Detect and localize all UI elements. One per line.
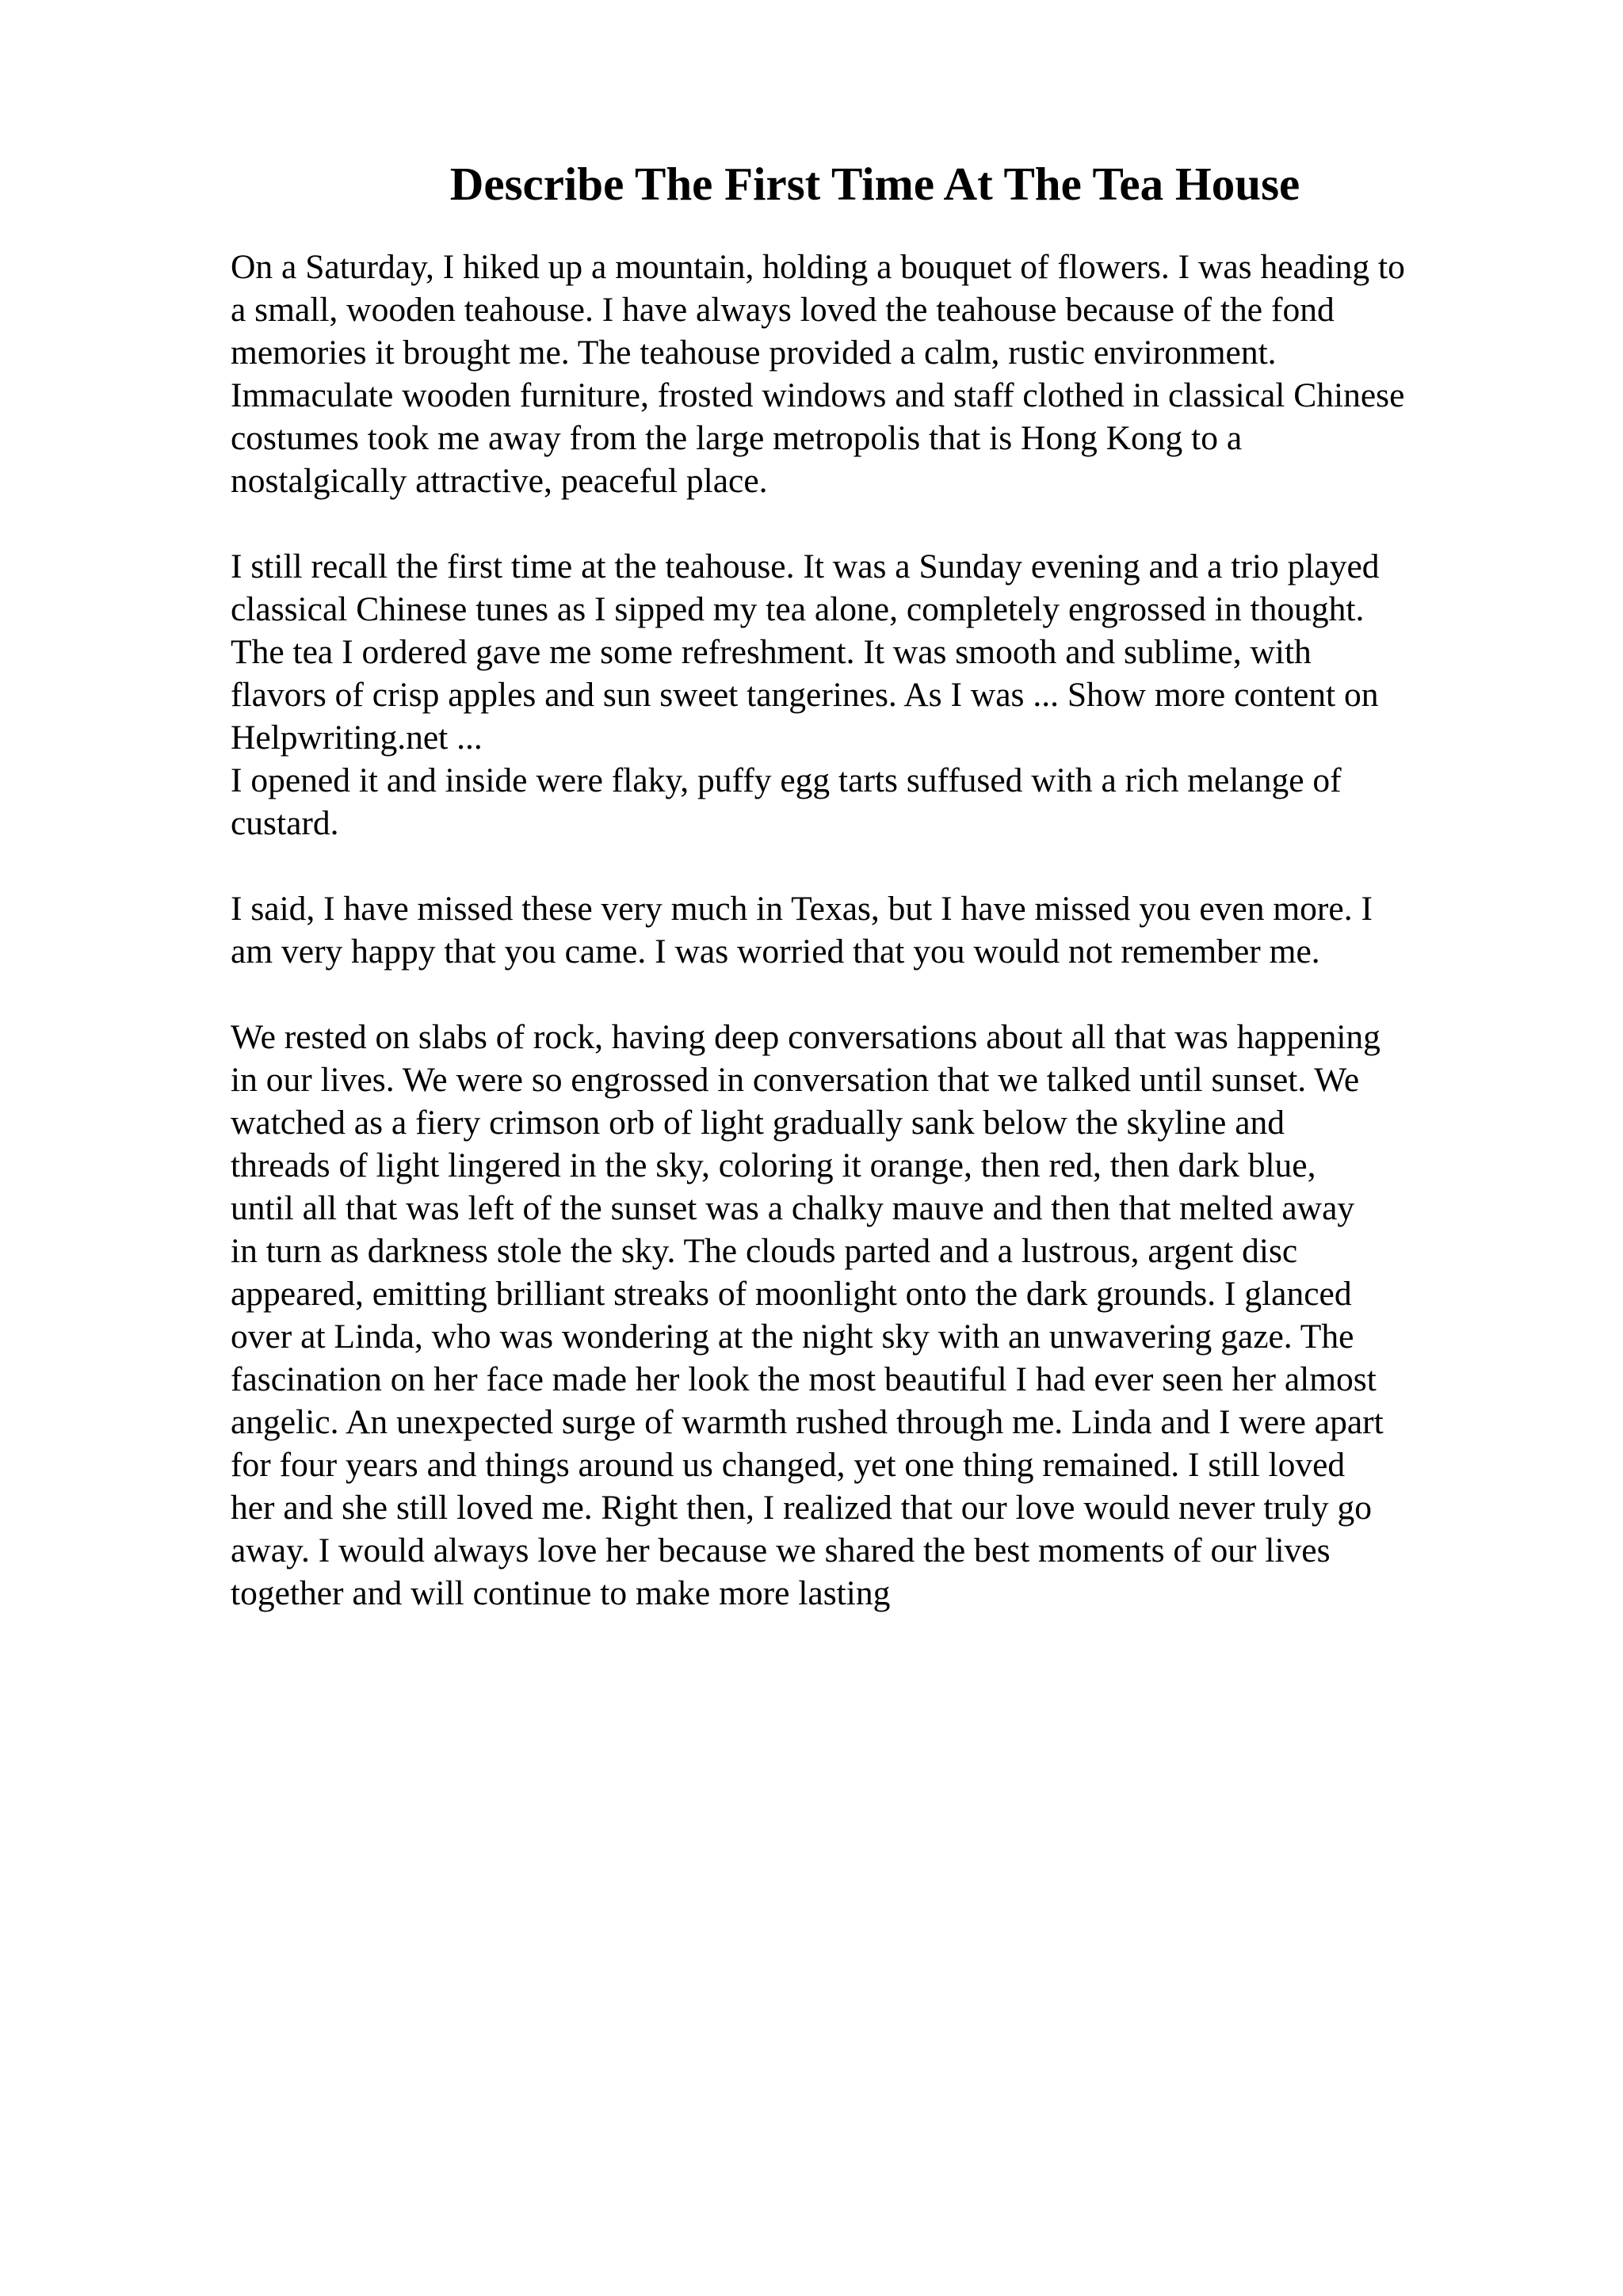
text-line: until all that was left of the sunset was a chalky mauve and then that melted away	[231, 1189, 1355, 1227]
text-line: together and will continue to make more lasting	[231, 1574, 891, 1612]
text-line: Immaculate wooden furniture, frosted windows and staff clothed in classical Chinese	[231, 376, 1405, 414]
text-line: threads of light lingered in the sky, coloring it orange, then red, then dark blue,	[231, 1146, 1316, 1184]
text-line: custard.	[231, 804, 339, 842]
text-line: classical Chinese tunes as I sipped my tea alone, completely engrossed in thought.	[231, 590, 1365, 628]
text-line: Helpwriting.net ...	[231, 719, 483, 757]
text-line: memories it brought me. The teahouse provided a calm, rustic environment.	[231, 334, 1277, 372]
paragraph-gap	[231, 502, 1514, 545]
text-line: watched as a fiery crimson orb of light gradually sank below the skyline and	[231, 1104, 1285, 1142]
document-body	[231, 246, 1514, 1615]
paragraph-gap	[231, 845, 1514, 887]
text-line: flavors of crisp apples and sun sweet tangerines. As I was ... Show more content on	[231, 676, 1379, 714]
text-line: nostalgically attractive, peaceful place.	[231, 462, 768, 500]
text-line: fascination on her face made her look the most beautiful I had ever seen her almost	[231, 1360, 1377, 1398]
text-line: The tea I ordered gave me some refreshment. It was smooth and sublime, with	[231, 633, 1312, 671]
text-line: for four years and things around us changed, yet one thing remained. I still loved	[231, 1446, 1346, 1484]
paragraph-gap	[231, 973, 1514, 1016]
text-line: am very happy that you came. I was worried that you would not remember me.	[231, 933, 1320, 971]
text-line: away. I would always love her because we shared the best moments of our lives	[231, 1531, 1331, 1569]
text-line: I opened it and inside were flaky, puffy egg tarts suffused with a rich melange of	[231, 761, 1342, 799]
text-line: I still recall the first time at the teahouse. It was a Sunday evening and a trio played	[231, 547, 1380, 585]
text-line: We rested on slabs of rock, having deep conversations about all that was happening	[231, 1018, 1381, 1056]
text-line: I said, I have missed these very much in Texas, but I have missed you even more. I	[231, 890, 1373, 928]
text-line: in turn as darkness stole the sky. The clouds parted and a lustrous, argent disc	[231, 1232, 1298, 1270]
text-line: costumes took me away from the large metropolis that is Hong Kong to a	[231, 419, 1243, 457]
text-line: over at Linda, who was wondering at the night sky with an unwavering gaze. The	[231, 1318, 1354, 1356]
text-line: On a Saturday, I hiked up a mountain, holding a bouquet of flowers. I was heading to	[231, 248, 1405, 286]
document-title: Describe The First Time At The Tea House	[449, 158, 1300, 210]
text-line: angelic. An unexpected surge of warmth rushed through me. Linda and I were apart	[231, 1403, 1384, 1441]
text-line: appeared, emitting brilliant streaks of moonlight onto the dark grounds. I glanced	[231, 1275, 1352, 1313]
text-line: a small, wooden teahouse. I have always loved the teahouse because of the fond	[231, 291, 1335, 329]
text-line: in our lives. We were so engrossed in conversation that we talked until sunset. We	[231, 1061, 1360, 1099]
text-line: her and she still loved me. Right then, I realized that our love would never truly go	[231, 1489, 1372, 1527]
